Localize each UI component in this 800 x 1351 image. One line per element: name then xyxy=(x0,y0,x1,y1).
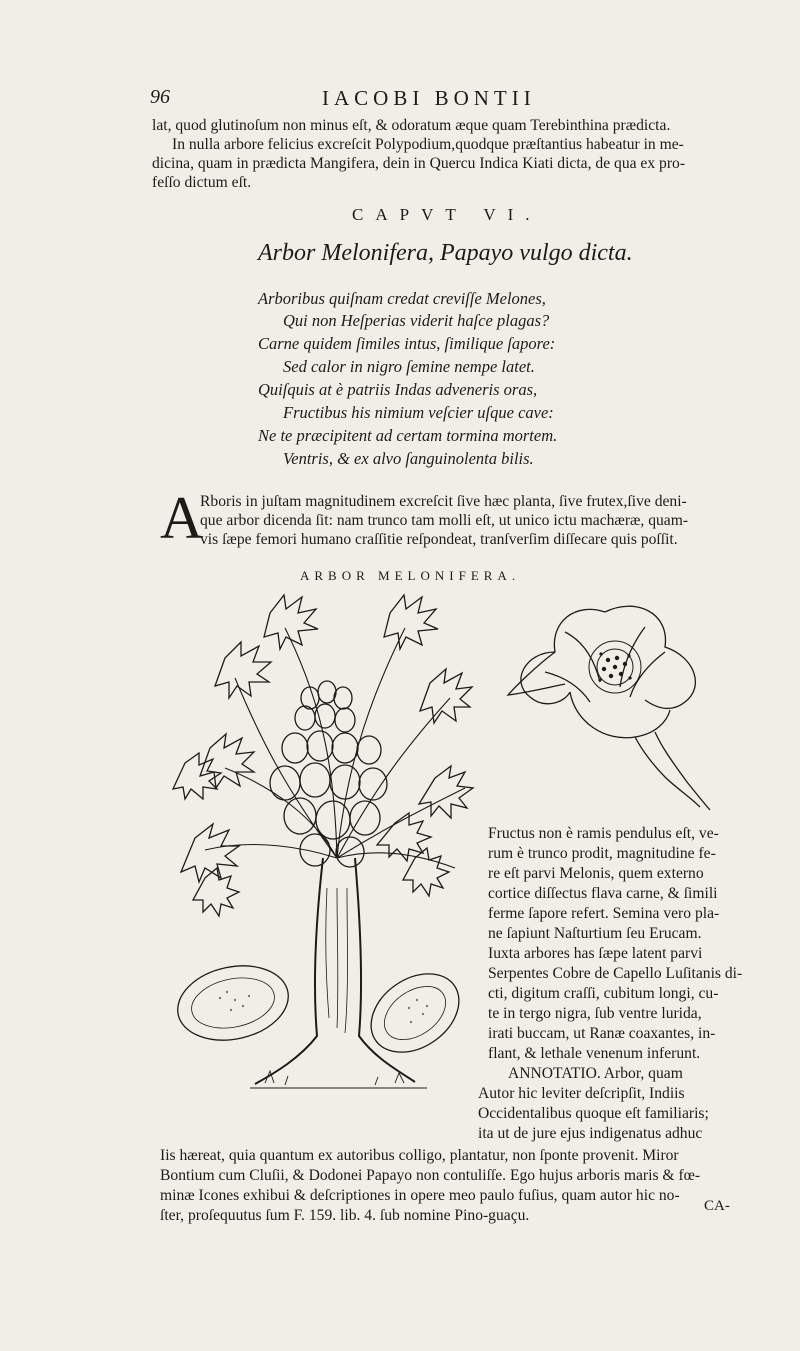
verse-line-3: Carne quidem ſimiles intus, ſimilique ſapore: xyxy=(258,334,556,353)
intro-line-2: In nulla arbore felicius excreſcit Polypodium,quodque præſtantius habeatur in me- xyxy=(172,136,684,153)
drop-capital: A xyxy=(160,485,204,551)
intro-line-4: feſſo dictum eſt. xyxy=(152,174,252,191)
side-line-14: Autor hic leviter deſcripſit, Indiis xyxy=(478,1085,685,1102)
side-line-12: flant, & lethale venenum inferunt. xyxy=(488,1045,701,1062)
side-line-3: re eſt parvi Melonis, quem externo xyxy=(488,865,704,882)
body-line-2: que arbor dicenda ſit: nam trunco tam molli eſt, ut unico ictu machæræ, quam- xyxy=(200,512,689,529)
side-line-1: Fructus non è ramis pendulus eſt, ve- xyxy=(488,825,719,842)
closing-line-2: Bontium cum Cluſii, & Dodonei Papayo non contuliſſe. Ego hujus arboris maris & fœ- xyxy=(160,1167,701,1184)
side-line-2: rum è trunco prodit, magnitudine fe- xyxy=(488,845,716,862)
side-line-16: ita ut de jure ejus indigenatus adhuc xyxy=(478,1125,703,1142)
side-line-11: irati buccam, ut Ranæ coaxantes, in- xyxy=(488,1025,716,1042)
page-number: 96 xyxy=(150,86,170,108)
verse-line-5: Quiſquis at è patriis Indas adveneris oras, xyxy=(258,380,538,399)
side-line-9: cti, digitum craſſi, cubitum longi, cu- xyxy=(488,985,719,1002)
body-line-1: Rboris in juſtam magnitudinem excreſcit ſive hæc planta, ſive frutex,ſive deni- xyxy=(200,493,687,510)
verse-line-1: Arboribus quiſnam credat creviſſe Melones, xyxy=(258,289,546,308)
closing-line-4: ſter, proſequutus ſum F. 159. lib. 4. ſub nomine Pino-guaçu. xyxy=(160,1207,530,1224)
figure-caption: ARBOR MELONIFERA. xyxy=(300,568,521,583)
running-head xyxy=(150,86,740,112)
closing-line-3: minæ Icones exhibui & deſcriptiones in opere meo paulo fuſius, quam autor hic no- xyxy=(160,1187,680,1204)
intro-line-1: lat, quod glutinoſum non minus eſt, & odoratum æque quam Terebinthina prædicta. xyxy=(152,117,671,134)
closing-line-1: Iis hæreat, quia quantum ex autoribus colligo, plantatur, non ſponte provenit. Miror xyxy=(160,1147,679,1164)
verse-line-6: Fructibus his nimium veſcier uſque cave: xyxy=(283,403,554,422)
side-line-6: ne ſapiunt Naſturtium ſeu Erucam. xyxy=(488,925,702,942)
side-line-13: ANNOTATIO. Arbor, quam xyxy=(508,1065,683,1082)
side-line-10: te in tergo nigra, ſub ventre lurida, xyxy=(488,1005,702,1022)
papaya-flower-illustration xyxy=(505,592,715,814)
side-line-8: Serpentes Cobre de Capello Luſitanis di- xyxy=(488,965,743,982)
verse-line-7: Ne te præcipitent ad certam tormina mortem. xyxy=(258,426,558,445)
verse-line-2: Qui non Heſperias viderit haſce plagas? xyxy=(283,311,550,330)
chapter-subtitle: Arbor Melonifera, Papayo vulgo dicta. xyxy=(258,240,633,266)
verse-line-4: Sed calor in nigro ſemine nempe latet. xyxy=(283,357,535,376)
body-line-3: vis ſæpe femori humano craſſitie reſpondeat, tranſverſim diſſecare quis poſſit. xyxy=(200,531,678,548)
side-line-15: Occidentalibus quoque eſt familiaris; xyxy=(478,1105,709,1122)
chapter-heading: CAPVT VI. xyxy=(352,205,542,224)
intro-line-3: dicina, quam in prædicta Mangifera, dein in Quercu Indica Kiati dicta, de qua ex pro- xyxy=(152,155,686,172)
side-line-4: cortice diſſectus flava carne, & ſimili xyxy=(488,885,718,902)
verse-line-8: Ventris, & ex alvo ſanguinolenta bilis. xyxy=(283,449,534,468)
catchword: CA- xyxy=(704,1198,730,1214)
side-line-7: Iuxta arbores has ſæpe latent parvi xyxy=(488,945,703,962)
running-head-title: IACOBI BONTII xyxy=(322,86,536,110)
side-line-5: ferme ſapore refert. Semina vero pla- xyxy=(488,905,720,922)
papaya-tree-illustration xyxy=(165,588,475,1103)
